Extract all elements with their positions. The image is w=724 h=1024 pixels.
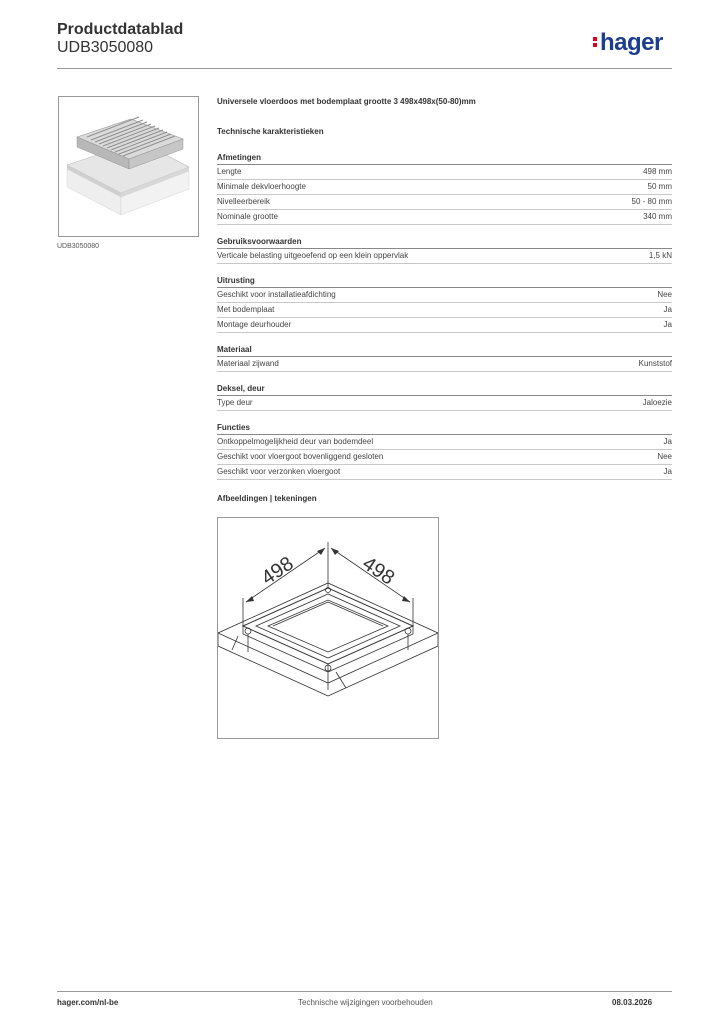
spec-value: Jaloezie [642, 398, 672, 407]
spec-value: 498 mm [643, 167, 672, 176]
spec-value: Ja [663, 305, 672, 314]
spec-row [217, 288, 672, 303]
spec-label: Verticale belasting uitgeoefend op een klein oppervlak [217, 251, 409, 260]
spec-value: Ja [663, 320, 672, 329]
spec-value: Ja [663, 467, 672, 476]
spec-label: Nivelleerbereik [217, 197, 270, 206]
spec-group [217, 383, 672, 411]
spec-row [217, 396, 672, 411]
spec-label: Lengte [217, 167, 242, 176]
product-name: Universele vloerdoos met bodemplaat grootte 3 498x498x(50-80)mm [217, 97, 476, 106]
spec-row [217, 318, 672, 333]
page-title: Productdatablad [57, 21, 184, 38]
spec-value: Nee [657, 290, 672, 299]
header-divider [57, 68, 672, 69]
logo-dots-icon [593, 35, 597, 49]
spec-value: 50 - 80 mm [631, 197, 672, 206]
spec-group [217, 422, 672, 480]
spec-group-title: Deksel, deur [217, 383, 672, 396]
floor-box-photo-icon [59, 97, 198, 236]
spec-group-title: Afmetingen [217, 152, 672, 165]
spec-value: Ja [663, 437, 672, 446]
spec-group-title: Uitrusting [217, 275, 672, 288]
hager-logo [593, 29, 663, 57]
spec-group [217, 152, 672, 225]
spec-row [217, 465, 672, 480]
spec-label: Nominale grootte [217, 212, 278, 221]
product-code: UDB3050080 [57, 39, 154, 56]
spec-row [217, 303, 672, 318]
logo-text: hager [600, 29, 663, 56]
spec-row [217, 357, 672, 372]
spec-row [217, 435, 672, 450]
spec-row [217, 195, 672, 210]
dimension-right: 498 [358, 552, 399, 590]
spec-group [217, 275, 672, 333]
section-title: Technische karakteristieken [217, 127, 324, 136]
spec-value: Kunststof [638, 359, 672, 368]
images-title: Afbeeldingen | tekeningen [217, 494, 317, 503]
spec-group-title: Functies [217, 422, 672, 435]
spec-label: Geschikt voor verzonken vloergoot [217, 467, 341, 476]
spec-label: Met bodemplaat [217, 305, 275, 314]
dimension-left: 498 [257, 552, 298, 590]
footer-divider [57, 991, 672, 992]
spec-group-title: Materiaal [217, 344, 672, 357]
footer-date: 08.03.2026 [612, 998, 653, 1007]
spec-label: Geschikt voor vloergoot bovenliggend gesloten [217, 452, 384, 461]
spec-label: Minimale dekvloerhoogte [217, 182, 306, 191]
spec-label: Geschikt voor installatieafdichting [217, 290, 336, 299]
spec-value: 1,5 kN [648, 251, 672, 260]
spec-value: 50 mm [647, 182, 672, 191]
product-photo [58, 96, 199, 237]
footer-website[interactable]: hager.com/nl-be [57, 998, 119, 1007]
technical-drawing [217, 517, 439, 739]
spec-row [217, 210, 672, 225]
spec-row [217, 180, 672, 195]
spec-row [217, 450, 672, 465]
spec-label: Materiaal zijwand [217, 359, 279, 368]
spec-group [217, 344, 672, 372]
spec-groups [217, 152, 672, 480]
spec-label: Type deur [217, 398, 253, 407]
spec-row [217, 249, 672, 264]
spec-value: Nee [657, 452, 672, 461]
spec-group-title: Gebruiksvoorwaarden [217, 236, 672, 249]
footer-notice: Technische wijzigingen voorbehouden [298, 998, 433, 1007]
photo-caption: UDB3050080 [57, 243, 100, 250]
spec-label: Ontkoppelmogelijkheid deur van bodemdeel [217, 437, 374, 446]
spec-label: Montage deurhouder [217, 320, 292, 329]
spec-value: 340 mm [643, 212, 672, 221]
floor-box-drawing-icon [218, 518, 438, 738]
spec-content [217, 96, 672, 505]
spec-group [217, 236, 672, 264]
spec-row [217, 165, 672, 180]
